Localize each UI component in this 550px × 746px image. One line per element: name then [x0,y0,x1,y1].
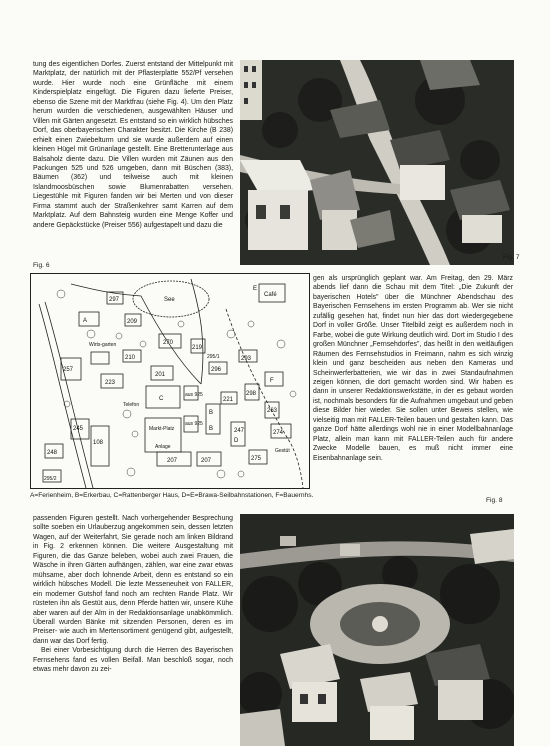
plan-label-209: 209 [127,319,138,325]
plan-legend: A=Ferienheim, B=Erkerbau, C=Rattenberger Haus, D=E=Brawa-Seilbahnstationen, F=Bauernhs. [30,492,314,499]
plan-label-263: 263 [267,408,278,414]
plan-label-247: 247 [234,428,245,434]
plan-label-marktplatz: Markt-Platz [149,426,175,432]
plan-label-gestuet: Gestüt [275,448,290,454]
paragraph: tung des eigentlichen Dorfes. Zuerst entstand der Mittelpunkt mit Marktplatz, der natürlich mit der Pflasterplatte 552/Pf versehen wurde. Hier wurde noch eine Grünfläche mit einem Kinderspielplatz eingefügt. Die Figuren dazu lieferte Preiser, ebenso die Szene mit der Marktfrau (siehe Fig. 4). Um den Platz herum wurden die verschiedenen, ausgewählten Häuser und Villen mit Gärten angesetzt. Es entstand so ein wirklich hübsches Dorf, das oberbayerischen Charakter besitzt. Die Kirche (B 238) erhielt einen Zwiebelturm und sie wurde außerdem auf einen kleinen Hügel mit Grünanlage gestellt. Eine Bretterunterlage aus Balsaholz diente dazu. Die Villen wurden mit Zäunen aus den Packungen 525 und 526 umgeben, dann mit Büschen (383), Bäumen (362) und teilweise auch mit kleinen Islandmoosbüschen sowie Blumenrabatten versehen. Liegestühle mit Figuren fanden wir bei Merten und von dieser Firma stammt auch der Straßenkehrer samt Karren auf dem Marktplatz. Auf dem Bahnsteig wurden eine Menge Koffer und andere Gepäckstücke (Preiser 556) aufgestapelt und dazu die [33,61,233,229]
plan-label-d: D [234,438,239,444]
plan-label-298: 298 [246,391,257,397]
text-column-2 [313,274,513,463]
plan-label-274: 274 [273,430,284,436]
village-site-plan [30,273,310,489]
plan-label-207-b: 207 [201,458,212,464]
plan-label-270: 270 [163,340,174,346]
plan-label-aus925-a: aus 925 [185,392,203,398]
plan-label-108: 108 [93,440,104,446]
photo-village-aerial-image [240,60,514,265]
plan-label-c: C [159,396,164,402]
plan-label-223: 223 [105,380,116,386]
photo-village-square [240,514,514,746]
plan-label-221: 221 [223,397,234,403]
plan-label-cafe: Café [264,292,277,298]
plan-label-telefon: Telefon [123,402,140,408]
plan-label-see: See [164,297,175,303]
site-plan-drawing [31,274,309,488]
paragraph: gen als ursprünglich geplant war. Am Freitag, den 29. März abends lief dann die Schau mit dem Titel: „Die Zukunft der bayerischen Hotels" über die Münchner Abendschau des Bayerischen Fernsehens im ersten Programm ab. Wer sie nicht zufällig gesehen hat, findet nun hier das dort wiedergegebene Dorf in voller Größe. Unser Titelbild zeigt es außerdem noch in Farbe, wobei die gute Wirkung deutlich wird. Dort im Studio I des großen Münchner „Fernsehdorfes", das heißt in den weitläufigen Räumen des Fernsehstudios in Freimann, nahm es sich winzig klein und ganz bescheiden aus neben den Kameras und Scheinwerferbatterien, wie wir das in zwei Standaufnahmen zeigen können, die dort gemacht worden sind. Wir haben es dann in unserer Redaktionswerkstätte, in der es gebaut worden ist, nochmals besonders für die Aufnahmen umgebaut und geben diese Bilder hier wieder. Sie sollen unter Beweis stellen, wie vielseitig man mit FALLER-Teilen bauen und gestalten kann. Das ganze Dorf hätte allerdings wohl nie in einer Modellbahnanlage Platz, allein man kann mit FALLER-Teilen auch für andere Zwecke Modelle bauen, es muß nicht immer eine Eisenbahnanlage sein. [313,275,513,462]
text-column-1 [33,60,233,230]
plan-label-295-1: 295/1 [207,354,220,360]
plan-label-b-2: B [209,426,214,432]
plan-label-f: F [270,378,274,384]
plan-label-248: 248 [47,450,58,456]
plan-label-201: 201 [155,372,166,378]
caption-fig8: Fig. 8 [486,497,503,504]
plan-label-207-a: 207 [167,458,178,464]
paragraph: passenden Figuren gestellt. Nach vorhergehender Besprechung sollte soeben ein Urlauberzug angekommen sein, dessen letzten Wagen, auf der Weiterfahrt, Sie gerade noch am linken Bildrand in Fig. 2 erkennen können. Die weitere Ausgestaltung mit Figuren, die das Ganze beleben, wobei auch zwei Frauen, die Wäsche in ihren Gärten aufhängen, zählen, war eine zwar etwas mühsame, aber doch lohnende Arbeit, denn es entstand so ein wirklich hübsches Modell. Die lezte Messeneuheit von FALLER, ein moderner Gutshof fand noch am rechten Rande Platz. Wir rüsteten ihn als Gestüt aus, denn Pferde hatten wir, unsere Kühe aber waren auf der Alm in der Redaktionsanlage unabkömmlich. Überall wurden Bänke mit sitzenden Personen, deren es im Preiser- wie auch im Mertensortiment genügend gibt, aufgestellt, dann war das Dorf fertig. [33,515,233,645]
plan-label-245: 245 [73,426,84,432]
plan-label-275: 275 [251,456,262,462]
plan-label-b-1: B [209,410,214,416]
plan-label-aus925-b: aus 925 [185,421,203,427]
caption-fig6: Fig. 6 [33,262,50,269]
plan-label-257: 257 [63,367,74,373]
plan-label-293: 293 [241,356,252,362]
plan-label-wirtsgarten: Wirts-garten [89,342,117,348]
caption-fig7: Fig. 7 [503,254,520,261]
photo-village-square-image [240,514,514,746]
plan-label-e: E [253,286,258,292]
plan-label-295-2: 295/2 [44,476,57,482]
photo-village-aerial [240,60,514,265]
plan-label-219: 219 [192,345,203,351]
plan-label-anlage: Anlage [155,444,171,450]
plan-label-296: 296 [211,367,222,373]
plan-label-a: A [83,318,88,324]
paragraph: Bei einer Vorbesichtigung durch die Herren des Bayerischen Fernsehens fand es vollen Beifall. Man beschloß sogar, noch etwas mehr davon zu zei- [33,647,233,674]
plan-label-297: 297 [109,297,120,303]
plan-label-210: 210 [125,355,136,361]
text-column-3 [33,514,233,675]
